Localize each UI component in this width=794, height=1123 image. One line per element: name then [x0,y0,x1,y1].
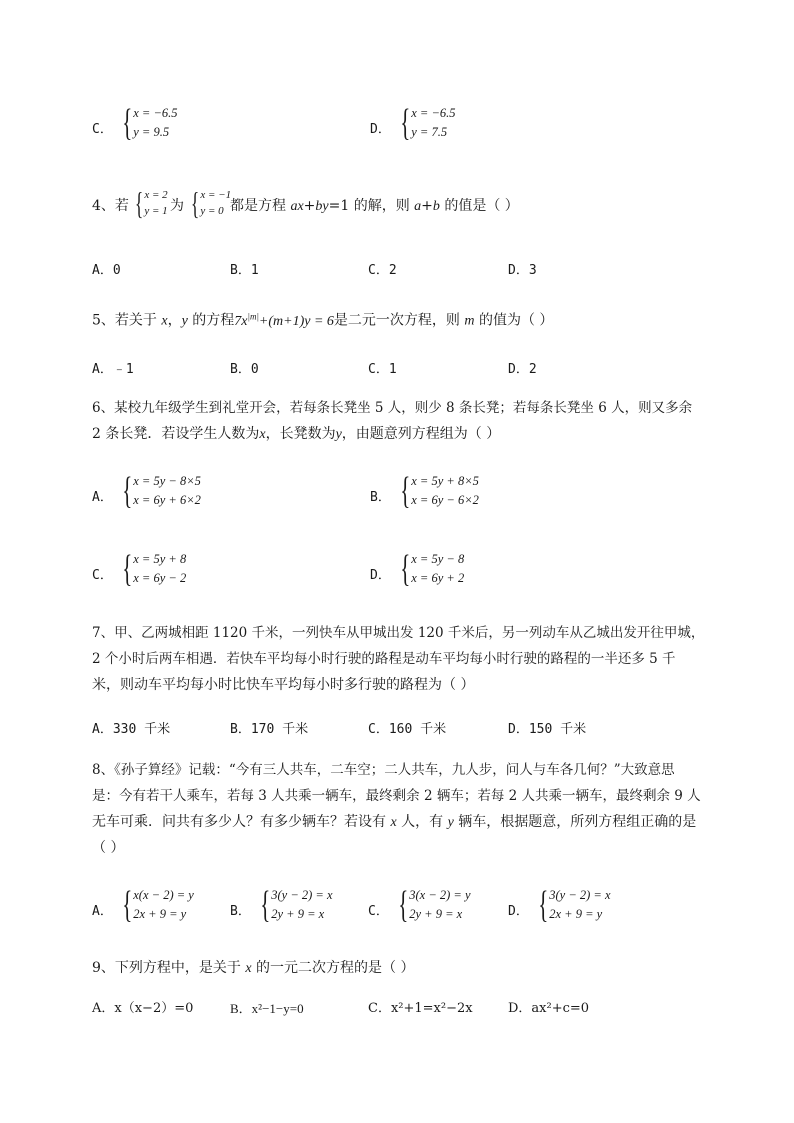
option-c[interactable]: C．160 千米 [368,722,447,737]
question-stem-line: 7、甲、乙两城相距 1120 千米，一列快车从甲城出发 120 千米后，另一列动车从乙城出发开往甲城， [92,625,705,641]
equation-system: { x = 5y − 8×5 x = 6y + 6×2 [122,470,201,512]
option-a[interactable]: A．﹣1 [92,362,134,377]
equation-system: { x(x − 2) = y 2x + 9 = y [122,884,194,926]
option-label: C． [92,122,113,137]
equation-system: { x = −6.5 y = 9.5 [122,102,178,144]
equation: y = 7.5 [411,125,448,139]
equation: $7x^{|m|}+(m+1)y = 6$ [234,311,334,329]
equation-system: { 3(y − 2) = x 2x + 9 = y [538,884,611,926]
question-stem-line: 2 条长凳．若设学生人数为x，长凳数为y，由题意列方程组为（ ） [92,426,501,442]
option-a[interactable]: A．0 [92,263,121,278]
question-stem-line: 是：今有若干人乘车，若每 3 人共乘一辆车，最终剩余 2 辆车；若每 2 人共乘一辆车，最终剩余 9 人 [92,788,701,804]
option-b[interactable]: B．0 [230,362,259,377]
option-label: B． [230,904,251,919]
equation-system: { x = 5y + 8×5 x = 6y − 6×2 [400,470,479,512]
equation-system: { x = −6.5 y = 7.5 [400,102,456,144]
option-label: D． [370,122,391,137]
option-b[interactable]: B．1 [230,263,259,278]
option-label: A． [92,904,113,919]
equation: x = 2 [144,189,168,201]
option-b[interactable]: B．170 千米 [230,722,309,737]
equation-system: { 3(y − 2) = x 2y + 9 = x [260,884,333,926]
question-stem-line: 2 个小时后两车相遇．若快车平均每小时行驶的路程是动车平均每小时行驶的路程的一半还多 5 千 [92,651,676,667]
option-label: C． [92,568,113,583]
question-stem: 都是方程 ax+by=1 的解，则 a+b 的值是（ ） [230,198,519,214]
option-d[interactable]: D．ax²+c=0 [508,1001,590,1016]
equation-system: { x = −1 y = 0 [190,185,232,221]
option-label: B． [370,490,391,505]
equation: x = −6.5 [411,106,456,120]
question-stem-line: 米，则动车平均每小时比快车平均每小时多行驶的路程为（ ） [92,677,475,693]
option-c[interactable]: C．1 [368,362,397,377]
question-stem-line: 6、某校九年级学生到礼堂开会，若每条长凳坐 5 人，则少 8 条长凳；若每条长凳坐 6 人，则又多余 [92,400,693,416]
answer-blank: （ ） [92,840,125,856]
question-stem: 9、下列方程中，是关于 x 的一元二次方程的是（ ） [92,960,415,976]
question-stem-line: 无车可乘．问共有多少人？有多少辆车？若设有 x 人，有 y 辆车，根据题意，所列方程组正确的是 [92,814,697,830]
option-label: A． [92,490,113,505]
equation-system: { x = 5y − 8 x = 6y + 2 [400,548,465,590]
option-d[interactable]: D．3 [508,263,537,278]
option-label: D． [370,568,391,583]
option-c[interactable]: C．2 [368,263,397,278]
option-c[interactable]: C．x²+1=x²−2x [368,1001,473,1016]
equation-system: { 3(x − 2) = y 2y + 9 = x [398,884,471,926]
equation: y = 1 [144,205,168,217]
option-label: D． [508,904,529,919]
option-b[interactable]: B．x²−1−y=0 [230,1001,304,1016]
connector-text: 为 [170,198,184,214]
equation: y = 9.5 [133,125,170,139]
equation: x = −6.5 [133,106,178,120]
question-stem-line: 8、《孙子算经》记载：“今有三人共车，二车空；二人共车，九人步，问人与车各几何？”大致意思 [92,762,675,778]
option-label: C． [368,904,389,919]
equation-system: { x = 2 y = 1 [134,185,168,221]
option-a[interactable]: A．330 千米 [92,722,171,737]
equation: y = 0 [200,205,224,217]
equation: x = −1 [200,189,232,201]
question-stem: 5、若关于 x，y 的方程$7x^{|m|}+(m+1)y = 6$是二元一次方程，则 m 的值为（ ） [92,311,554,329]
equation-system: { x = 5y + 8 x = 6y − 2 [122,548,187,590]
option-d[interactable]: D．2 [508,362,537,377]
option-a[interactable]: A．x（x−2）=0 [92,1001,194,1016]
option-d[interactable]: D．150 千米 [508,722,587,737]
question-number: 4、若 [92,198,129,214]
